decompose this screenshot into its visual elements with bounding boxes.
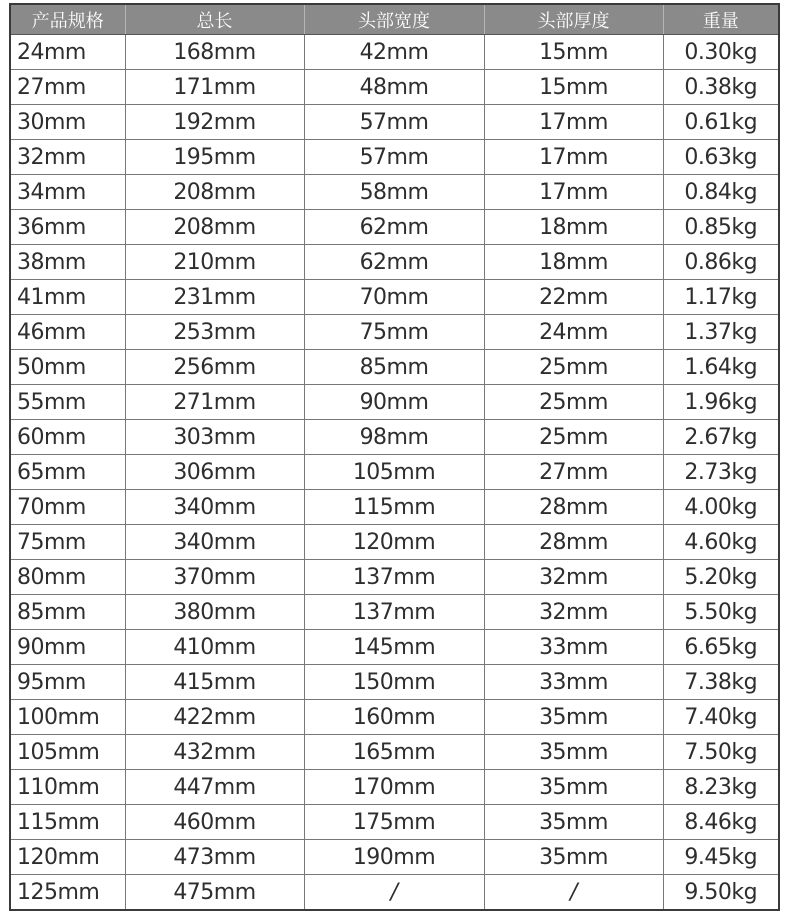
cell-weight: 0.84kg xyxy=(663,175,779,210)
cell-head-thickness: 17mm xyxy=(484,140,663,175)
cell-weight: 5.20kg xyxy=(663,560,779,595)
cell-weight: 2.73kg xyxy=(663,455,779,490)
cell-spec: 55mm xyxy=(10,385,125,420)
header-row xyxy=(10,4,779,35)
cell-weight: 7.50kg xyxy=(663,735,779,770)
cell-head-width: 42mm xyxy=(304,35,484,70)
table-row xyxy=(10,735,779,770)
cell-head-thickness: 17mm xyxy=(484,105,663,140)
table-row xyxy=(10,245,779,280)
cell-head-thickness: 24mm xyxy=(484,315,663,350)
cell-weight: 8.23kg xyxy=(663,770,779,805)
cell-total-length: 208mm xyxy=(125,175,304,210)
cell-head-width: 170mm xyxy=(304,770,484,805)
cell-spec: 70mm xyxy=(10,490,125,525)
cell-spec: 115mm xyxy=(10,805,125,840)
header-total-length: 总长 xyxy=(125,4,304,35)
cell-spec: 85mm xyxy=(10,595,125,630)
cell-head-thickness: 33mm xyxy=(484,630,663,665)
cell-spec: 32mm xyxy=(10,140,125,175)
cell-weight: 0.86kg xyxy=(663,245,779,280)
table-header xyxy=(10,4,779,35)
cell-head-thickness: 35mm xyxy=(484,770,663,805)
cell-head-thickness: 35mm xyxy=(484,840,663,875)
cell-head-width: 145mm xyxy=(304,630,484,665)
cell-weight: 5.50kg xyxy=(663,595,779,630)
cell-total-length: 340mm xyxy=(125,490,304,525)
cell-head-width: 105mm xyxy=(304,455,484,490)
cell-head-width: 120mm xyxy=(304,525,484,560)
cell-weight: 4.60kg xyxy=(663,525,779,560)
cell-head-width: 57mm xyxy=(304,140,484,175)
table-row xyxy=(10,385,779,420)
table-row xyxy=(10,140,779,175)
cell-weight: 0.30kg xyxy=(663,35,779,70)
cell-spec: 80mm xyxy=(10,560,125,595)
cell-weight: 2.67kg xyxy=(663,420,779,455)
cell-spec: 41mm xyxy=(10,280,125,315)
cell-spec: 34mm xyxy=(10,175,125,210)
cell-head-thickness: 18mm xyxy=(484,210,663,245)
cell-total-length: 432mm xyxy=(125,735,304,770)
cell-total-length: 192mm xyxy=(125,105,304,140)
spec-table xyxy=(9,3,780,911)
cell-weight: 1.37kg xyxy=(663,315,779,350)
cell-weight: 1.64kg xyxy=(663,350,779,385)
table-row xyxy=(10,420,779,455)
table-row xyxy=(10,35,779,70)
cell-head-thickness: 33mm xyxy=(484,665,663,700)
table-row xyxy=(10,105,779,140)
cell-spec: 110mm xyxy=(10,770,125,805)
cell-head-width: 175mm xyxy=(304,805,484,840)
table-row xyxy=(10,875,779,911)
cell-head-width: 62mm xyxy=(304,210,484,245)
table-row xyxy=(10,525,779,560)
cell-head-thickness: 35mm xyxy=(484,700,663,735)
cell-head-thickness: 25mm xyxy=(484,420,663,455)
cell-head-width: 137mm xyxy=(304,560,484,595)
cell-total-length: 253mm xyxy=(125,315,304,350)
cell-spec: 90mm xyxy=(10,630,125,665)
cell-head-thickness: 32mm xyxy=(484,595,663,630)
cell-weight: 0.38kg xyxy=(663,70,779,105)
table-row xyxy=(10,455,779,490)
cell-spec: 24mm xyxy=(10,35,125,70)
cell-weight: 7.38kg xyxy=(663,665,779,700)
cell-head-width: 75mm xyxy=(304,315,484,350)
cell-weight: 1.96kg xyxy=(663,385,779,420)
cell-total-length: 340mm xyxy=(125,525,304,560)
cell-weight: 9.45kg xyxy=(663,840,779,875)
cell-head-width: 58mm xyxy=(304,175,484,210)
table-row xyxy=(10,665,779,700)
cell-head-width: 190mm xyxy=(304,840,484,875)
cell-spec: 100mm xyxy=(10,700,125,735)
cell-head-width: 90mm xyxy=(304,385,484,420)
cell-total-length: 422mm xyxy=(125,700,304,735)
cell-head-width: 70mm xyxy=(304,280,484,315)
cell-head-thickness: 18mm xyxy=(484,245,663,280)
cell-spec: 95mm xyxy=(10,665,125,700)
cell-head-thickness: 28mm xyxy=(484,490,663,525)
cell-total-length: 473mm xyxy=(125,840,304,875)
cell-total-length: 460mm xyxy=(125,805,304,840)
cell-spec: 105mm xyxy=(10,735,125,770)
table-row xyxy=(10,840,779,875)
cell-head-thickness: 15mm xyxy=(484,70,663,105)
cell-total-length: 306mm xyxy=(125,455,304,490)
cell-weight: 4.00kg xyxy=(663,490,779,525)
header-head-width: 头部宽度 xyxy=(304,4,484,35)
cell-total-length: 271mm xyxy=(125,385,304,420)
cell-weight: 6.65kg xyxy=(663,630,779,665)
cell-weight: 0.61kg xyxy=(663,105,779,140)
cell-total-length: 231mm xyxy=(125,280,304,315)
cell-head-width: 165mm xyxy=(304,735,484,770)
cell-head-thickness: 22mm xyxy=(484,280,663,315)
cell-head-thickness: 15mm xyxy=(484,35,663,70)
cell-head-width: 137mm xyxy=(304,595,484,630)
cell-total-length: 380mm xyxy=(125,595,304,630)
cell-total-length: 370mm xyxy=(125,560,304,595)
cell-spec: 30mm xyxy=(10,105,125,140)
header-weight: 重量 xyxy=(663,4,779,35)
cell-weight: 0.63kg xyxy=(663,140,779,175)
table-row xyxy=(10,595,779,630)
table-row xyxy=(10,350,779,385)
cell-spec: 50mm xyxy=(10,350,125,385)
table-row xyxy=(10,280,779,315)
cell-head-thickness: 35mm xyxy=(484,735,663,770)
cell-head-width: 160mm xyxy=(304,700,484,735)
cell-weight: 8.46kg xyxy=(663,805,779,840)
cell-head-thickness: 27mm xyxy=(484,455,663,490)
cell-weight: 1.17kg xyxy=(663,280,779,315)
table-body xyxy=(10,35,779,911)
table-row xyxy=(10,770,779,805)
cell-spec: 125mm xyxy=(10,875,125,911)
cell-total-length: 447mm xyxy=(125,770,304,805)
cell-total-length: 415mm xyxy=(125,665,304,700)
cell-head-width: 98mm xyxy=(304,420,484,455)
cell-head-thickness: 35mm xyxy=(484,805,663,840)
table-row xyxy=(10,70,779,105)
cell-total-length: 303mm xyxy=(125,420,304,455)
cell-head-width: 57mm xyxy=(304,105,484,140)
cell-head-thickness: 17mm xyxy=(484,175,663,210)
cell-head-width: 62mm xyxy=(304,245,484,280)
cell-spec: 120mm xyxy=(10,840,125,875)
table-row xyxy=(10,700,779,735)
cell-spec: 60mm xyxy=(10,420,125,455)
cell-spec: 27mm xyxy=(10,70,125,105)
cell-weight: 0.85kg xyxy=(663,210,779,245)
table-row xyxy=(10,210,779,245)
header-head-thickness: 头部厚度 xyxy=(484,4,663,35)
cell-head-thickness: 25mm xyxy=(484,385,663,420)
cell-total-length: 475mm xyxy=(125,875,304,911)
cell-spec: 75mm xyxy=(10,525,125,560)
cell-weight: 7.40kg xyxy=(663,700,779,735)
cell-head-thickness: 25mm xyxy=(484,350,663,385)
cell-head-width: 150mm xyxy=(304,665,484,700)
header-spec: 产品规格 xyxy=(10,4,125,35)
cell-weight: 9.50kg xyxy=(663,875,779,911)
table-row xyxy=(10,175,779,210)
cell-total-length: 210mm xyxy=(125,245,304,280)
cell-total-length: 195mm xyxy=(125,140,304,175)
cell-spec: 46mm xyxy=(10,315,125,350)
cell-head-width: / xyxy=(304,875,484,911)
table-row xyxy=(10,560,779,595)
table-row xyxy=(10,805,779,840)
cell-head-width: 85mm xyxy=(304,350,484,385)
cell-head-thickness: 28mm xyxy=(484,525,663,560)
table-row xyxy=(10,630,779,665)
cell-head-thickness: / xyxy=(484,875,663,911)
cell-spec: 65mm xyxy=(10,455,125,490)
cell-total-length: 208mm xyxy=(125,210,304,245)
table-row xyxy=(10,490,779,525)
cell-total-length: 168mm xyxy=(125,35,304,70)
cell-spec: 36mm xyxy=(10,210,125,245)
cell-total-length: 410mm xyxy=(125,630,304,665)
cell-total-length: 256mm xyxy=(125,350,304,385)
table-row xyxy=(10,315,779,350)
cell-head-thickness: 32mm xyxy=(484,560,663,595)
cell-head-width: 115mm xyxy=(304,490,484,525)
cell-total-length: 171mm xyxy=(125,70,304,105)
cell-head-width: 48mm xyxy=(304,70,484,105)
cell-spec: 38mm xyxy=(10,245,125,280)
